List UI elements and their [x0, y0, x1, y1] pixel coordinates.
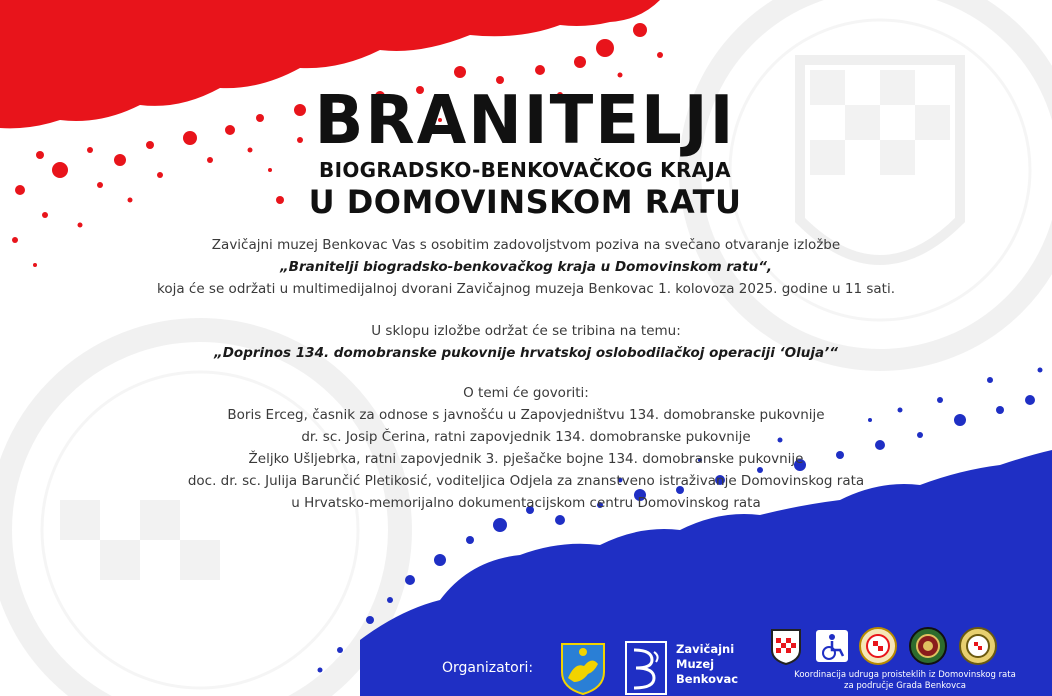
invitation-line1: Zavičajni muzej Benkovac Vas s osobitim zadovoljstvom poziva na svečano otvaranje izložbe [211, 237, 841, 253]
speaker-item: doc. dr. sc. Julija Barunčić Pletikosić, voditeljica Odjela za znanstveno istraživanje Domovinskog rata [187, 473, 865, 489]
coordination-line: za područje Grada Benkovca [844, 681, 966, 691]
tribune-paragraph [60, 320, 992, 364]
military-seal-icon [908, 626, 948, 666]
title-third: U DOMOVINSKOM RATU [308, 183, 742, 221]
museum-name [676, 642, 738, 687]
museum-name-line: Muzej [676, 657, 715, 671]
tribune-topic: „Doprinos 134. domobranske pukovnije hrvatskoj oslobodilačkoj operaciji ‘Oluja’“ [214, 345, 838, 361]
veterans-seal-icon [858, 626, 898, 666]
coordination-line: Koordinacija udruga proisteklih iz Domovinskog rata [794, 670, 1016, 680]
organizers-footer [0, 620, 1052, 696]
speaker-item: dr. sc. Josip Čerina, ratni zapovjednik 134. domobranske pukovnije [301, 429, 751, 445]
museum-name-line: Zavičajni [676, 642, 735, 656]
speaker-item: Boris Erceg, časnik za odnose s javnošću u Zapovjedništvu 134. domobranske pukovnije [227, 407, 825, 423]
museum-logo-icon [624, 640, 668, 696]
brigade-seal-icon [958, 626, 998, 666]
exhibition-title [290, 82, 760, 221]
tribune-intro: U sklopu izložbe održat će se tribina na temu: [371, 323, 681, 339]
invitation-paragraph [60, 234, 992, 300]
title-main: BRANITELJI [314, 82, 736, 160]
speaker-item: u Hrvatsko-memorijalno dokumentacijskom centru Domovinskog rata [291, 495, 761, 511]
speakers-paragraph [60, 382, 992, 514]
organizers-label: Organizatori: [442, 660, 534, 676]
speakers-heading: O temi će govoriti: [463, 385, 589, 401]
title-sub: BIOGRADSKO-BENKOVAČKOG KRAJA [319, 158, 731, 182]
benkovac-crest-icon [560, 642, 606, 696]
coordination-caption [760, 670, 1050, 692]
exhibit-title: „Branitelji biogradsko-benkovačkog kraja u Domovinskom ratu“, [279, 259, 773, 275]
invitation-line3: koja će se održati u multimedijalnoj dvorani Zavičajnog muzeja Benkovac 1. kolovoza 2025. godine u 11 sati. [157, 281, 895, 297]
hvidra-shield-icon [766, 626, 806, 666]
museum-name-line: Benkovac [676, 672, 739, 686]
speaker-item: Željko Ušljebrka, ratni zapovjednik 3. pješačke bojne 134. domobranske pukovnije [248, 451, 804, 467]
invalid-association-icon [812, 626, 852, 666]
